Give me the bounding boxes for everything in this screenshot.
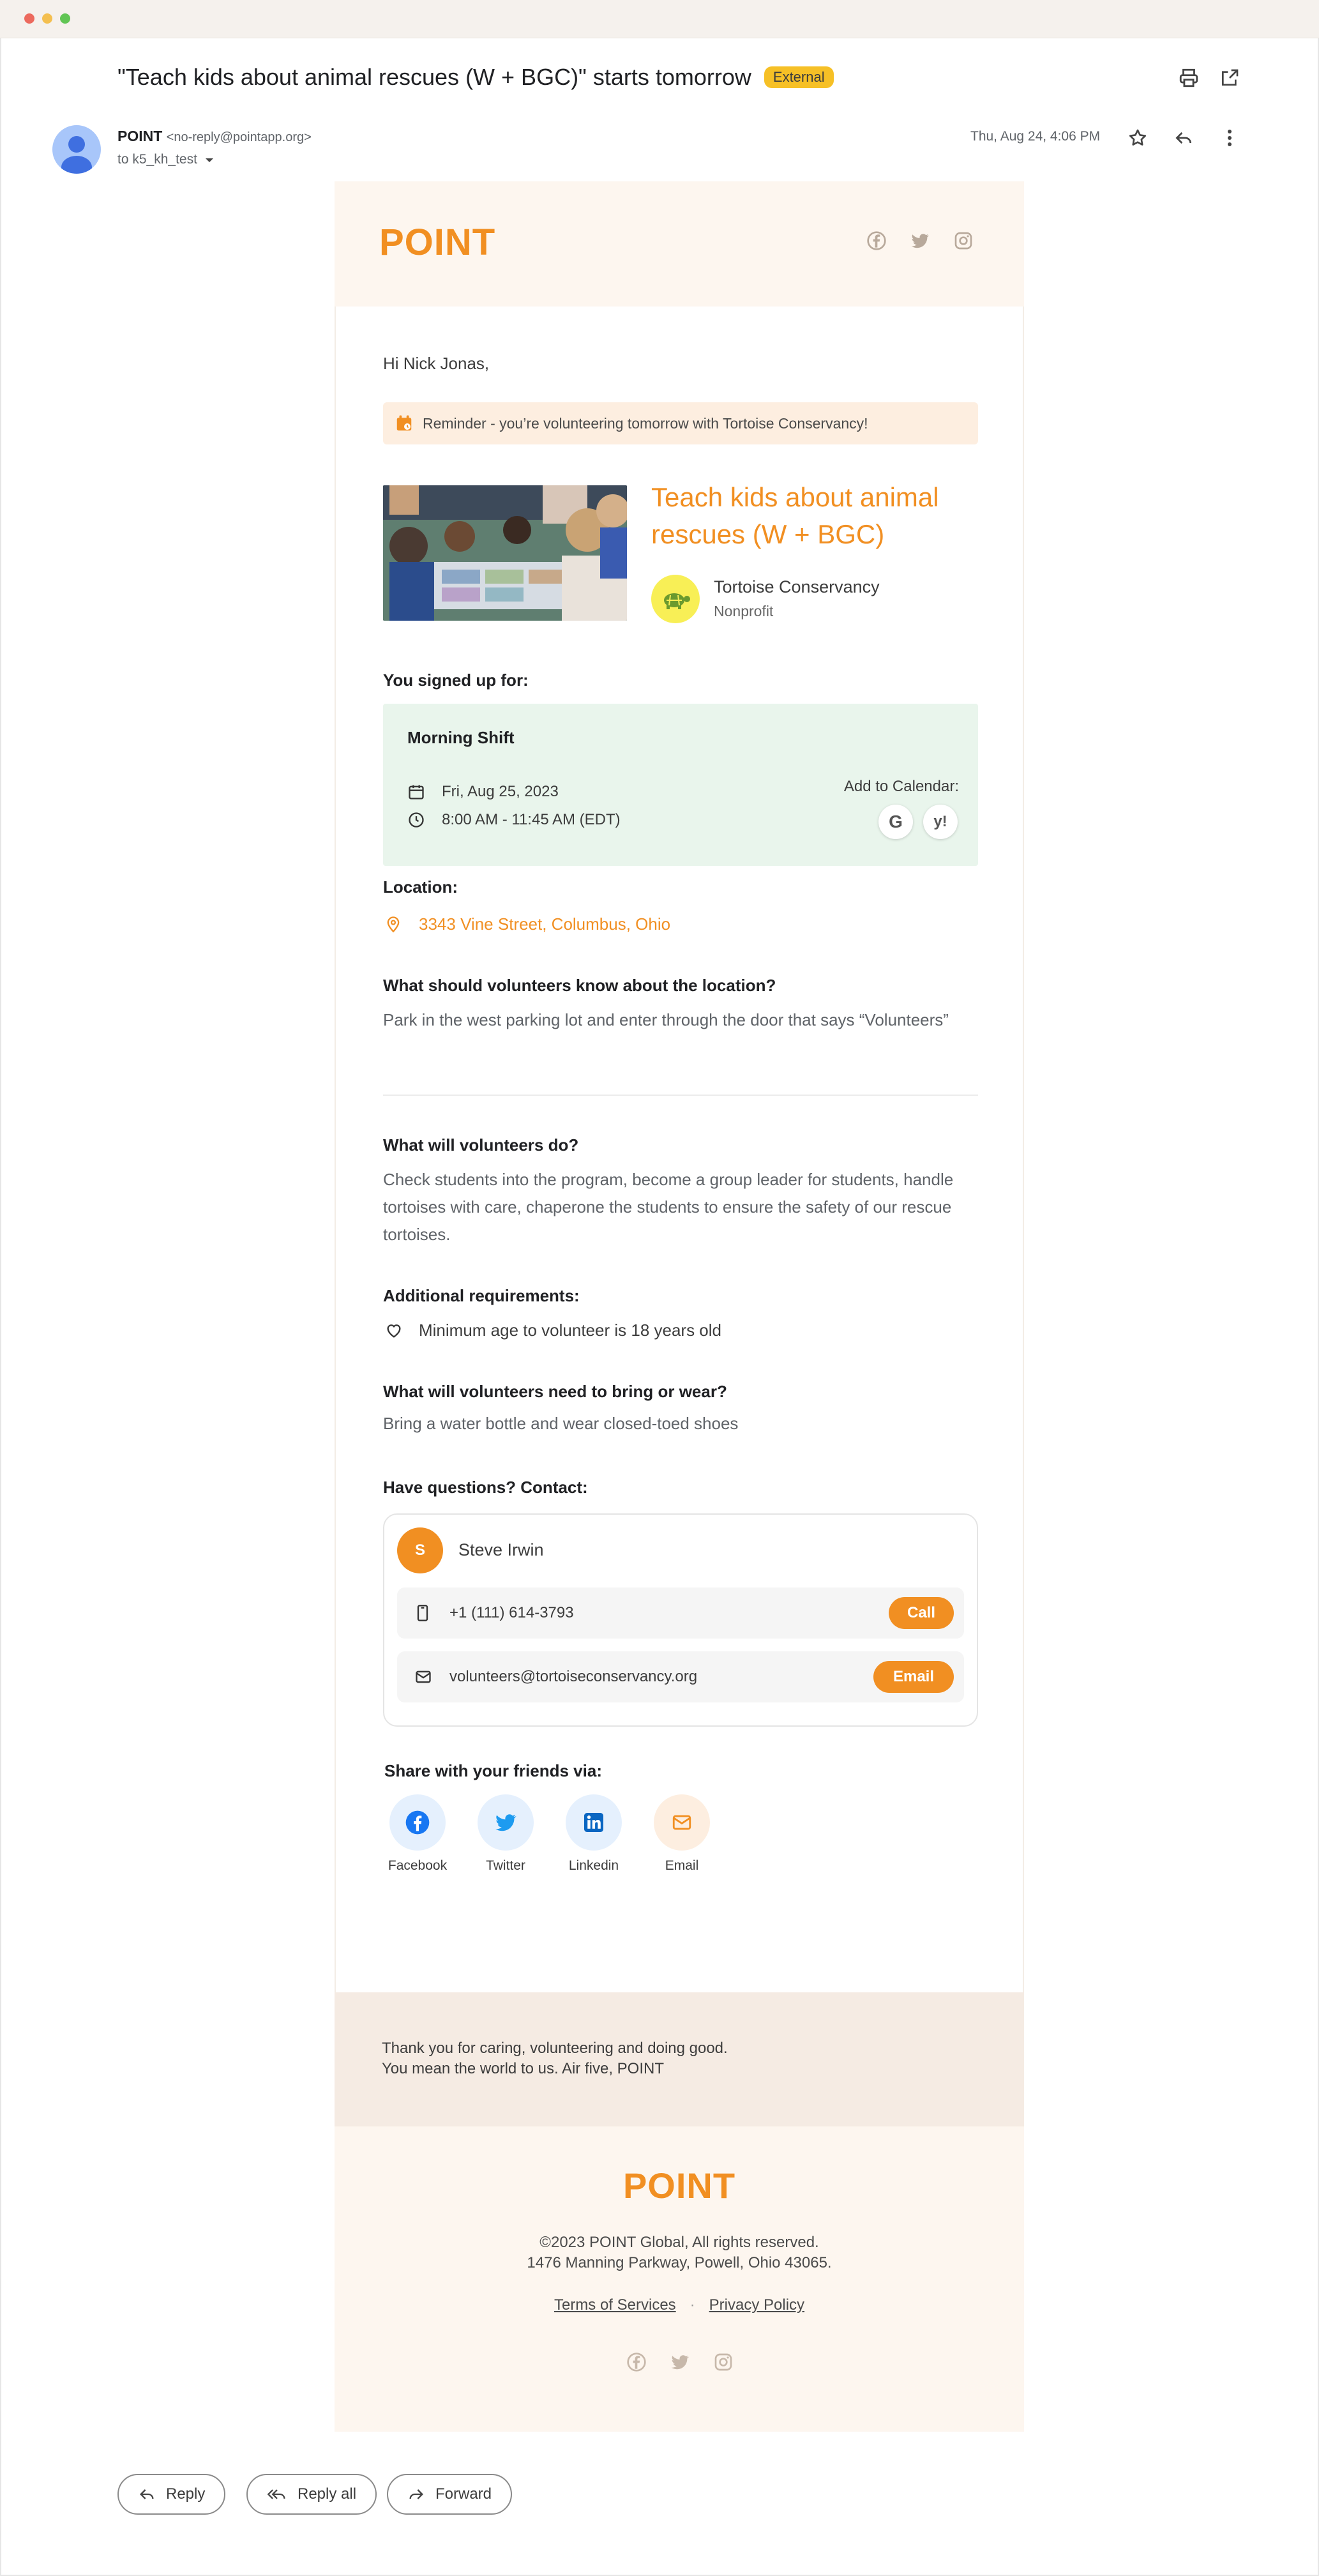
print-icon[interactable] xyxy=(1176,65,1202,91)
event-photo xyxy=(383,485,627,621)
forward-button[interactable] xyxy=(387,2474,512,2515)
share-facebook-label: Facebook xyxy=(388,1858,448,1873)
footer-twitter-icon[interactable] xyxy=(669,2351,691,2373)
window-title-bar xyxy=(0,0,1319,38)
org-name: Tortoise Conservancy xyxy=(714,577,880,596)
tasks-text: Check students into the program, become a group leader for students, handle tortoises with care, chaperone the students to ensure the safety of our rescue tortoises. xyxy=(383,1170,954,1244)
footer-point-logo: POINT xyxy=(622,2165,736,2206)
shift-name: Morning Shift xyxy=(407,728,515,747)
shift-card xyxy=(383,704,978,866)
twitter-icon[interactable] xyxy=(909,230,931,252)
location-info-text: Park in the west parking lot and enter through the door that says “Volunteers” xyxy=(383,1010,949,1029)
contact-email: volunteers@tortoiseconservancy.org xyxy=(449,1668,698,1685)
thanks-line-2: You mean the world to us. Air five, POINT xyxy=(382,2060,664,2077)
thanks-section xyxy=(335,1992,1024,2126)
external-badge: External xyxy=(764,66,834,88)
email-header xyxy=(335,181,1024,307)
email-body xyxy=(335,307,1024,1992)
reply-all-icon xyxy=(267,2485,287,2503)
share-twitter-label: Twitter xyxy=(486,1858,525,1873)
twitter-icon xyxy=(494,1810,518,1835)
heart-icon xyxy=(384,1322,403,1340)
share-email-label: Email xyxy=(665,1858,699,1873)
location-heading: Location: xyxy=(383,877,458,897)
reminder-banner xyxy=(383,402,978,444)
mail-icon xyxy=(670,1812,694,1833)
location-info-heading: What should volunteers know about the location? xyxy=(383,976,776,995)
subject-line xyxy=(117,64,834,91)
bring-text: Bring a water bottle and wear closed-toed shoes xyxy=(383,1414,739,1433)
window-close-dot[interactable] xyxy=(24,13,34,24)
contact-name: Steve Irwin xyxy=(458,1540,544,1559)
requirement-text: Minimum age to volunteer is 18 years old xyxy=(419,1321,722,1340)
share-linkedin-label: Linkedin xyxy=(568,1858,619,1873)
point-logo: POINT xyxy=(379,222,496,263)
share-heading: Share with your friends via: xyxy=(384,1761,602,1780)
reply-icon xyxy=(138,2485,156,2503)
terms-link[interactable]: Terms of Services xyxy=(554,2296,676,2314)
window-minimize-dot[interactable] xyxy=(42,13,52,24)
footer-copyright: ©2023 POINT Global, All rights reserved. xyxy=(539,2234,819,2251)
contact-phone: +1 (111) 614-3793 xyxy=(449,1604,574,1621)
chevron-down-icon[interactable] xyxy=(205,157,214,163)
privacy-link[interactable]: Privacy Policy xyxy=(709,2296,805,2314)
email-button[interactable]: Email xyxy=(873,1661,954,1693)
footer-facebook-icon[interactable] xyxy=(626,2351,647,2373)
forward-label: Forward xyxy=(435,2485,492,2503)
forward-icon xyxy=(407,2485,425,2503)
share-linkedin-button[interactable] xyxy=(566,1794,622,1851)
bring-heading: What will volunteers need to bring or wear? xyxy=(383,1382,727,1401)
clock-icon xyxy=(407,811,425,829)
contact-email-row xyxy=(397,1651,964,1702)
recipient-line[interactable] xyxy=(117,152,214,167)
mail-icon xyxy=(414,1668,433,1686)
tasks-heading: What will volunteers do? xyxy=(383,1135,579,1155)
footer-separator: · xyxy=(690,2296,695,2314)
reply-label: Reply xyxy=(166,2485,206,2503)
phone-icon xyxy=(414,1603,432,1623)
location-pin-icon xyxy=(384,914,402,934)
call-button[interactable]: Call xyxy=(889,1597,954,1629)
window-maximize-dot[interactable] xyxy=(60,13,70,24)
reply-all-button[interactable] xyxy=(246,2474,377,2515)
section-divider xyxy=(383,1095,978,1096)
more-options-icon[interactable] xyxy=(1217,125,1242,151)
requirements-heading: Additional requirements: xyxy=(383,1286,580,1305)
tortoise-logo-icon xyxy=(651,575,700,623)
add-to-calendar-label: Add to Calendar: xyxy=(843,778,959,795)
signed-up-heading: You signed up for: xyxy=(383,671,529,690)
sender-avatar xyxy=(52,125,101,174)
reply-icon[interactable] xyxy=(1171,125,1196,151)
sender-line xyxy=(117,128,312,145)
footer-instagram-icon[interactable] xyxy=(712,2351,734,2373)
share-facebook-button[interactable] xyxy=(389,1794,446,1851)
sender-name: POINT xyxy=(117,128,163,144)
yahoo-calendar-button[interactable]: y! xyxy=(923,805,958,839)
facebook-icon xyxy=(405,1810,430,1835)
org-type: Nonprofit xyxy=(714,603,774,619)
event-title[interactable]: Teach kids about animal rescues (W + BGC) xyxy=(651,482,939,549)
footer-address: 1476 Manning Parkway, Powell, Ohio 43065. xyxy=(527,2254,832,2271)
facebook-icon[interactable] xyxy=(866,230,887,252)
sender-email: <no-reply@pointapp.org> xyxy=(166,130,312,144)
contact-heading: Have questions? Contact: xyxy=(383,1478,588,1497)
share-twitter-button[interactable] xyxy=(478,1794,534,1851)
contact-avatar: S xyxy=(397,1527,443,1573)
open-in-new-window-icon[interactable] xyxy=(1217,65,1242,91)
contact-card xyxy=(383,1513,978,1727)
share-email-button[interactable] xyxy=(654,1794,710,1851)
subject-text: "Teach kids about animal rescues (W + BGC)" starts tomorrow xyxy=(117,64,751,90)
recipient-text: to k5_kh_test xyxy=(117,152,197,167)
reply-all-label: Reply all xyxy=(298,2485,357,2503)
star-icon[interactable] xyxy=(1125,125,1150,151)
calendar-icon xyxy=(407,783,425,801)
contact-phone-row xyxy=(397,1587,964,1639)
calendar-reminder-icon xyxy=(395,414,414,433)
greeting: Hi Nick Jonas, xyxy=(383,354,490,373)
location-link[interactable]: 3343 Vine Street, Columbus, Ohio xyxy=(419,914,671,934)
email-footer xyxy=(335,2126,1024,2432)
reply-button[interactable] xyxy=(117,2474,225,2515)
footer-links xyxy=(335,2296,1024,2314)
google-calendar-button[interactable]: G xyxy=(878,805,913,839)
message-date: Thu, Aug 24, 4:06 PM xyxy=(970,129,1101,144)
reminder-text: Reminder - you’re volunteering tomorrow with Tortoise Conservancy! xyxy=(423,414,868,432)
linkedin-icon xyxy=(582,1811,605,1834)
instagram-icon[interactable] xyxy=(953,230,974,252)
thanks-line-1: Thank you for caring, volunteering and doing good. xyxy=(382,2040,728,2057)
shift-date: Fri, Aug 25, 2023 xyxy=(442,783,559,800)
shift-time: 8:00 AM - 11:45 AM (EDT) xyxy=(442,811,621,828)
